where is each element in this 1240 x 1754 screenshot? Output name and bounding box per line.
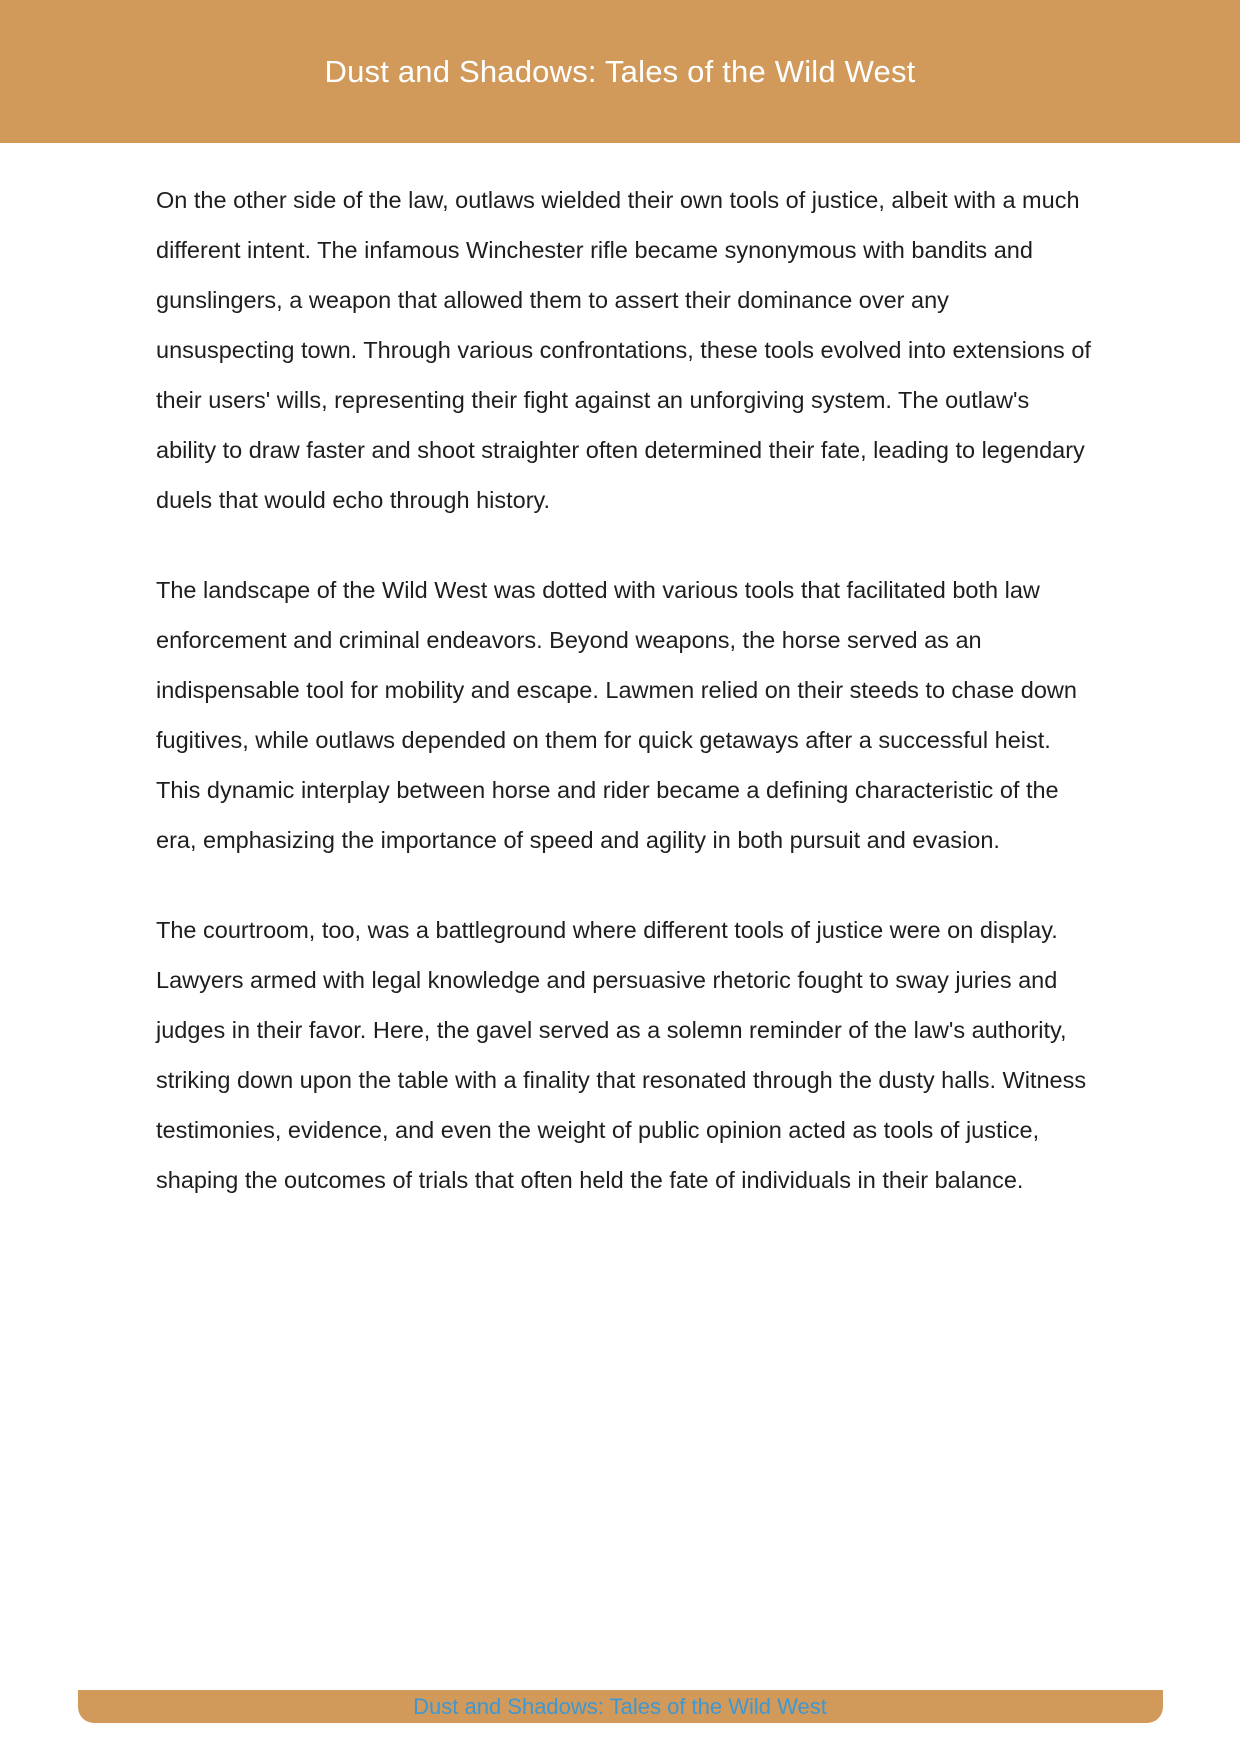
footer-title: Dust and Shadows: Tales of the Wild West: [413, 1694, 827, 1719]
paragraph-3: The courtroom, too, was a battleground where different tools of justice were on display. Lawyers armed with legal knowledge and persuasive rhetoric fought to sway juries and judges in their favor. Here, the gavel served as a solemn reminder of the law's authority, striking down upon the table with a finality that resonated through the dusty halls. Witness testimonies, evidence, and even the weight of public opinion acted as tools of justice, shaping the outcomes of trials that often held the fate of individuals in their balance.: [156, 917, 1087, 1193]
paragraph-2: The landscape of the Wild West was dotted with various tools that facilitated both law enforcement and criminal endeavors. Beyond weapons, the horse served as an indispensable tool for mobility and escape. Lawmen relied on their steeds to chase down fugitives, while outlaws depended on them for quick getaways after a successful heist. This dynamic interplay between horse and rider became a defining characteristic of the era, emphasizing the importance of speed and agility in both pursuit and evasion.: [156, 577, 1077, 853]
paragraph-1: On the other side of the law, outlaws wielded their own tools of justice, albeit with a much different intent. The infamous Winchester rifle became synonymous with bandits and gunslingers, a weapon that allowed them to assert their dominance over any unsuspecting town. Through various confrontations, these tools evolved into extensions of their users' wills, representing their fight against an unforgiving system. The outlaw's ability to draw faster and shoot straighter often determined their fate, leading to legendary duels that would echo through history.: [156, 187, 1091, 513]
document-body: [156, 175, 1091, 1245]
page-title: Dust and Shadows: Tales of the Wild West: [324, 54, 916, 89]
